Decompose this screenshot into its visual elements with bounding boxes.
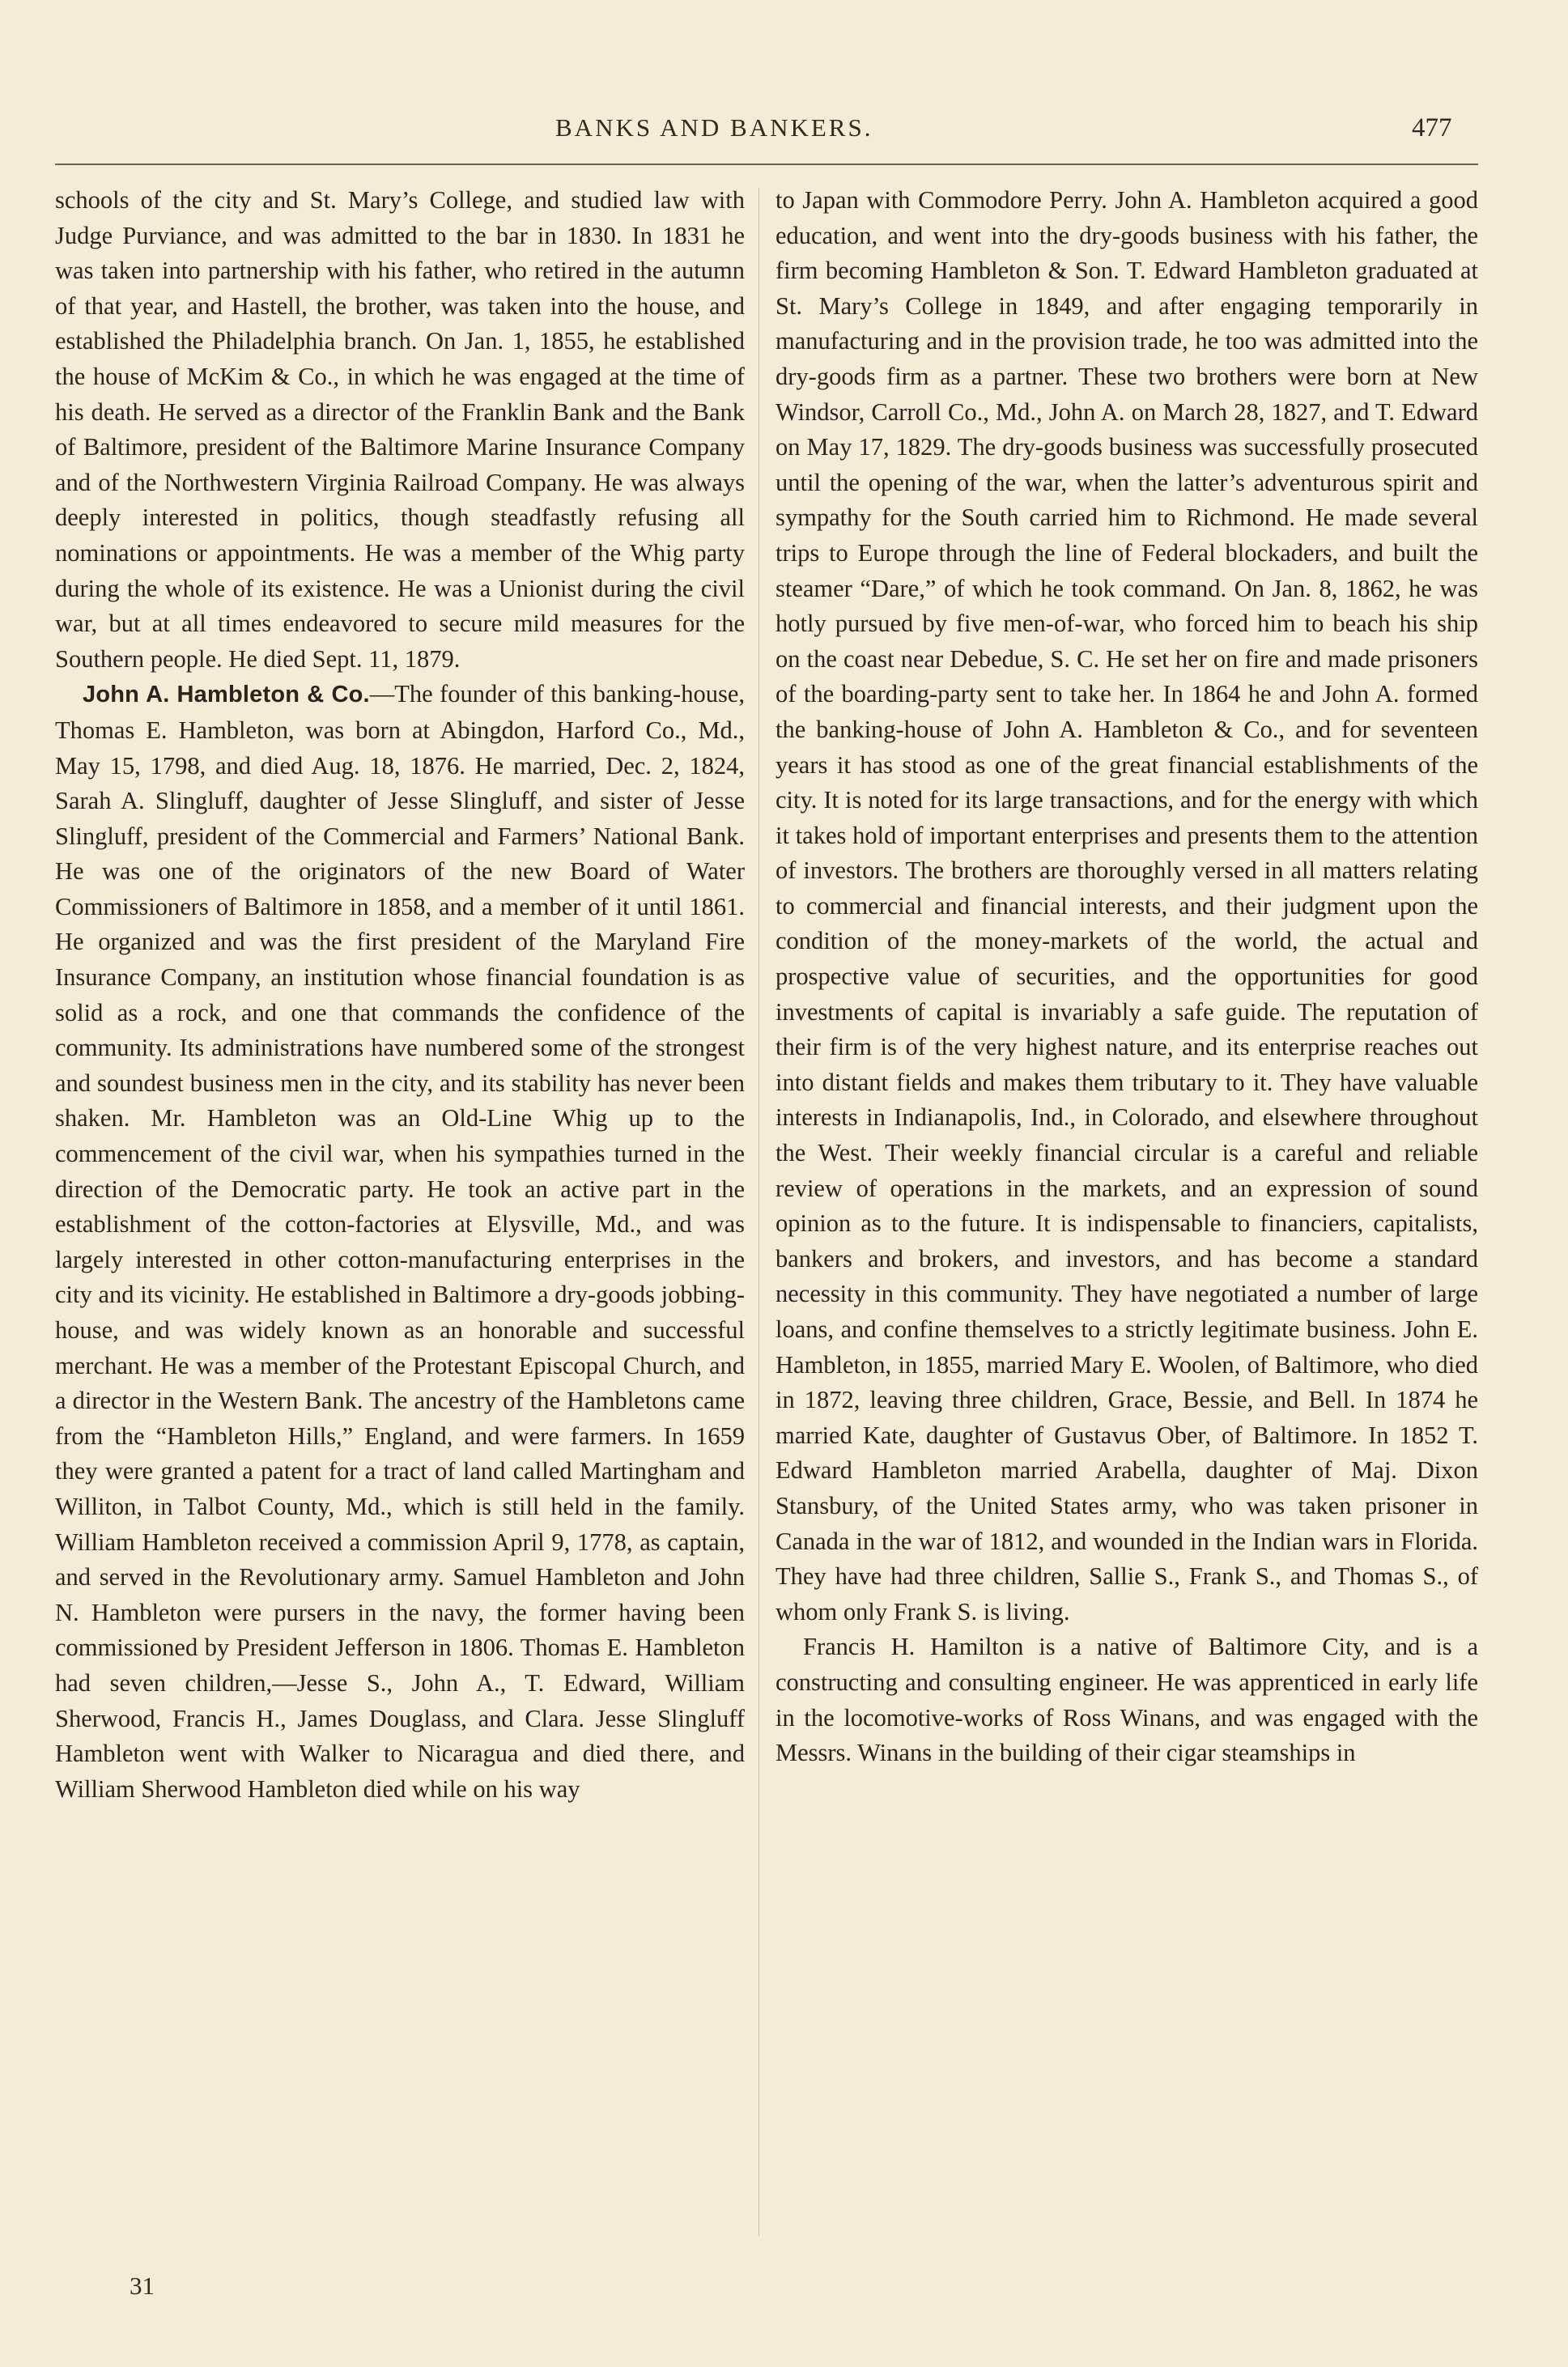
- header-rule: [55, 164, 1478, 165]
- paragraph-hamilton: Francis H. Hamilton is a native of Baltimore City, and is a constructing and consulting engineer. He was apprenticed in early life in the locomotive-works of Ross Winans, and was engaged with the Messrs. Winans in the building of their cigar steamships in: [776, 1633, 1478, 1767]
- section-heading-hambleton: John A. Hambleton & Co.: [83, 682, 370, 708]
- left-column: [55, 183, 745, 1807]
- signature-mark: 31: [130, 2271, 155, 2300]
- paragraph-mckim-continued: schools of the city and St. Mary’s College, and studied law with Judge Purviance, and was admitted to the bar in 1830. In 1831 he was taken into partnership with his father, who retired in the autumn of that year, and Hastell, the brother, was taken into the house, and established the Philadelphia branch. On Jan. 1, 1855, he established the house of McKim & Co., in which he was engaged at the time of his death. He served as a director of the Franklin Bank and the Bank of Baltimore, president of the Baltimore Marine Insurance Company and of the Northwestern Virginia Railroad Company. He was always deeply interested in politics, though steadfastly refusing all nominations or appointments. He was a member of the Whig party during the whole of its existence. He was a Unionist during the civil war, but at all times endeavored to secure mild measures for the Southern people. He died Sept. 11, 1879.: [55, 186, 745, 673]
- running-title: BANKS AND BANKERS.: [555, 113, 873, 142]
- page-header: [0, 113, 1568, 146]
- right-column: [776, 183, 1478, 1771]
- paragraph-hambleton-body: —The founder of this banking-house, Thomas E. Hambleton, was born at Abingdon, Harford Co., Md., May 15, 1798, and died Aug. 18, 1876. He married, Dec. 2, 1824, Sarah A. Slingluff, daughter of Jesse Slingluff, and sister of Jesse Slingluff, president of the Commercial and Farmers’ National Bank. He was one of the originators of the new Board of Water Commissioners of Baltimore in 1858, and a member of it until 1861. He organized and was the first president of the Maryland Fire Insurance Company, an institution whose financial foundation is as solid as a rock, and one that commands the confidence of the community. Its administrations have numbered some of the strongest and soundest business men in the city, and its stability has never been shaken. Mr. Hambleton was an Old-Line Whig up to the commencement of the civil war, when his sympathies turned in the direction of the Democratic party. He took an active part in the establishment of the cotton-factories at Elysville, Md., and was largely interested in other cotton-manufacturing enterprises in the city and its vicinity. He established in Baltimore a dry-goods jobbing-house, and was widely known as an honorable and successful merchant. He was a member of the Protestant Episcopal Church, and a director in the Western Bank. The ancestry of the Hambletons came from the “Hambleton Hills,” England, and were farmers. In 1659 they were granted a patent for a tract of land called Martingham and Williton, in Talbot County, Md., which is still held in the family. William Hambleton received a commission April 9, 1778, as captain, and served in the Revolutionary army. Samuel Hambleton and John N. Hambleton were pursers in the navy, the former having been commissioned by President Jefferson in 1806. Thomas E. Hambleton had seven children,—Jesse S., John A., T. Edward, William Sherwood, Francis H., James Douglass, and Clara. Jesse Slingluff Hambleton went with Walker to Nicaragua and died there, and William Sherwood Hambleton died while on his way: [55, 680, 745, 1803]
- paragraph-hambleton: [55, 677, 745, 1807]
- paragraph-hambleton-continued: to Japan with Commodore Perry. John A. Hambleton acquired a good education, and went into the dry-goods business with his father, the firm becoming Hambleton & Son. T. Edward Hambleton graduated at St. Mary’s College in 1849, and after engaging temporarily in manufacturing and in the provision trade, he too was admitted into the dry-goods firm as a partner. These two brothers were born at New Windsor, Carroll Co., Md., John A. on March 28, 1827, and T. Edward on May 17, 1829. The dry-goods business was successfully prosecuted until the opening of the war, when the latter’s adventurous spirit and sympathy for the South carried him to Richmond. He made several trips to Europe through the line of Federal blockaders, and built the steamer “Dare,” of which he took command. On Jan. 8, 1862, he was hotly pursued by five men-of-war, who forced him to beach his ship on the coast near Debedue, S. C. He set her on fire and made prisoners of the boarding-party sent to take her. In 1864 he and John A. formed the banking-house of John A. Hambleton & Co., and for seventeen years it has stood as one of the great financial establishments of the city. It is noted for its large transactions, and for the energy with which it takes hold of important enterprises and presents them to the attention of investors. The brothers are thoroughly versed in all matters relating to commercial and financial interests, and their judgment upon the condition of the money-markets of the world, the actual and prospective value of securities, and the opportunities for good investments of capital is invariably a safe guide. The reputation of their firm is of the very highest nature, and its enterprise reaches out into distant fields and makes them tributary to it. They have valuable interests in Indianapolis, Ind., in Colorado, and elsewhere throughout the West. Their weekly financial circular is a careful and reliable review of operations in the markets, and an expression of sound opinion as to the future. It is indispensable to financiers, capitalists, bankers and brokers, and investors, and has become a standard necessity in this community. They have negotiated a number of large loans, and confine themselves to a strictly legitimate business. John E. Hambleton, in 1855, married Mary E. Woolen, of Baltimore, who died in 1872, leaving three children, Grace, Bessie, and Bell. In 1874 he married Kate, daughter of Gustavus Ober, of Baltimore. In 1852 T. Edward Hambleton married Arabella, daughter of Maj. Dixon Stansbury, of the United States army, who was taken prisoner in Canada in the war of 1812, and wounded in the Indian wars in Florida. They have had three children, Sallie S., Frank S., and Thomas S., of whom only Frank S. is living.: [776, 186, 1478, 1625]
- page-number: 477: [1412, 113, 1452, 142]
